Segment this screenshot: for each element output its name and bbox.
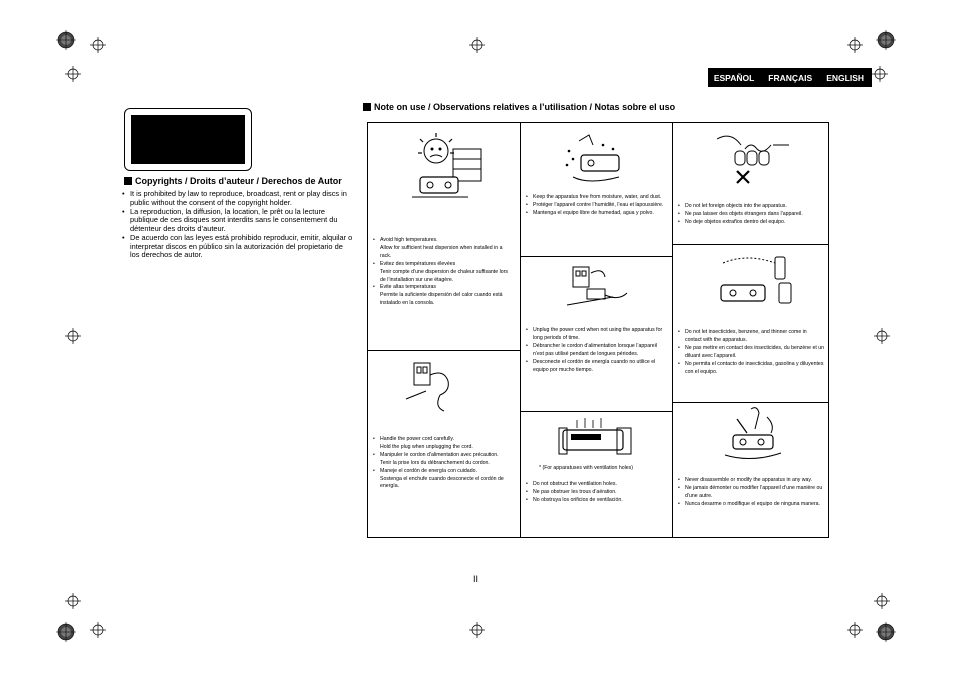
note-item: • Ne jamais démonter ou modifier l’appareil d’une manière ou d’une autre. (678, 485, 824, 501)
note-item: • Maneje el cordón de energía con cuidado. Sostenga el enchufe cuando desconecte el cordón de energía. (373, 468, 515, 492)
note-item: • Handle the power cord carefully. Hold the plug when unplugging the cord. (373, 436, 515, 452)
copyright-item: • La reproduction, la diffusion, la location, le prêt ou la lecture publique de ces disques sont interdits sans le consentement du détenteur des droits d’auteur. (122, 208, 354, 234)
note-item: • Protéger l’appareil contre l’humidité, l’eau et lapoussière. (526, 202, 668, 210)
copyright-item: • It is prohibited by law to reproduce, broadcast, rent or play discs in public without the consent of the copyright holder. (122, 190, 354, 207)
note-cell-unplug (521, 257, 672, 411)
note-item: • Evite altas temperaturas Permite la suficiente dispersión del calor cuando está instalado en la consola. (373, 284, 515, 308)
note-item: • Do not let insecticides, benzene, and thinner come in contact with the apparatus. (678, 329, 824, 345)
note-cell-insecticides (673, 245, 829, 402)
note-cell-disassemble (673, 403, 829, 537)
laser-label-box (124, 108, 252, 171)
language-bar (708, 68, 872, 87)
power-cord-illustration (404, 355, 464, 415)
note-item: • Do not obstruct the ventilation holes. (526, 481, 668, 489)
heat-illustration (408, 129, 488, 209)
note-item: • Ne pas obstruer les trous d’aération. (526, 489, 668, 497)
page-number: II (473, 574, 479, 584)
note-item: • Evitez des températures élevées Tenir compte d’une dispersion de chaleur suffisante lors de l’installation sur une étagère. (373, 261, 515, 285)
ventilation-illustration (557, 418, 637, 462)
note-item: • Ne pas mettre en contact des insecticides, du benzène et un diluant avec l’appareil. (678, 345, 824, 361)
unplug-illustration (563, 261, 633, 315)
note-item: • Never disassemble or modify the apparatus in any way. (678, 477, 824, 485)
note-cell-foreign-objects (673, 123, 829, 244)
language-francais: FRANÇAIS (768, 72, 813, 83)
note-item: • Unplug the power cord when not using the apparatus for long periods of time. (526, 327, 668, 343)
note-cell-ventilation (521, 412, 672, 537)
copyright-heading: Copyrights / Droits d’auteur / Derechos de Autor (124, 176, 342, 186)
note-item: • Do not let foreign objects into the apparatus. (678, 203, 824, 211)
notes-heading: Note on use / Observations relatives a l’utilisation / Notas sobre el uso (363, 102, 675, 112)
moisture-illustration (559, 133, 629, 189)
note-item: • Keep the apparatus free from moisture, water, and dust. (526, 194, 668, 202)
insecticide-illustration (713, 249, 803, 319)
note-item: • No permita el contacto de insecticidas, gasolina y diluyentes con el equipo. (678, 361, 824, 377)
note-item: • Manipuler le cordon d’alimentation avec précaution. Tenir la prise lors du débranchement du cordon. (373, 452, 515, 468)
note-item: • Mantenga el equipo libre de humedad, agua y polvo. (526, 210, 668, 218)
note-cell-power-cord (368, 351, 520, 537)
disassemble-illustration (721, 405, 785, 465)
ventilation-note: * (For apparatuses with ventilation holes) (539, 465, 633, 471)
note-item: • No deje objetos extraños dentro del equipo. (678, 219, 824, 227)
note-item: • Ne pas laisser des objets étrangers dans l’appareil. (678, 211, 824, 219)
note-item: • Débrancher le cordon d’alimentation lorsque l’appareil n’est pas utilisé pendant de longues périodes. (526, 343, 668, 359)
note-item: • Avoid high temperatures. Allow for sufficient heat dispersion when installed in a rack. (373, 237, 515, 261)
note-item: • Nunca desarme o modifique el equipo de ninguna manera. (678, 501, 824, 509)
copyright-item: • De acuerdo con las leyes está prohibido reproducir, emitir, alquilar o interpretar discos en público sin la autorización del propietario de los derechos de autor. (122, 234, 354, 260)
language-espanol: ESPAÑOL (713, 72, 755, 83)
copyright-list (122, 190, 354, 260)
note-cell-moisture (521, 123, 672, 256)
note-item: • Desconecte el cordón de energía cuando no utilice el equipo por mucho tiempo. (526, 359, 668, 375)
note-cell-heat (368, 123, 520, 350)
foreign-objects-illustration (711, 125, 791, 189)
note-item: • No obstruya los orificios de ventilación. (526, 497, 668, 505)
notes-grid (367, 122, 829, 538)
language-english: ENGLISH (826, 72, 864, 83)
